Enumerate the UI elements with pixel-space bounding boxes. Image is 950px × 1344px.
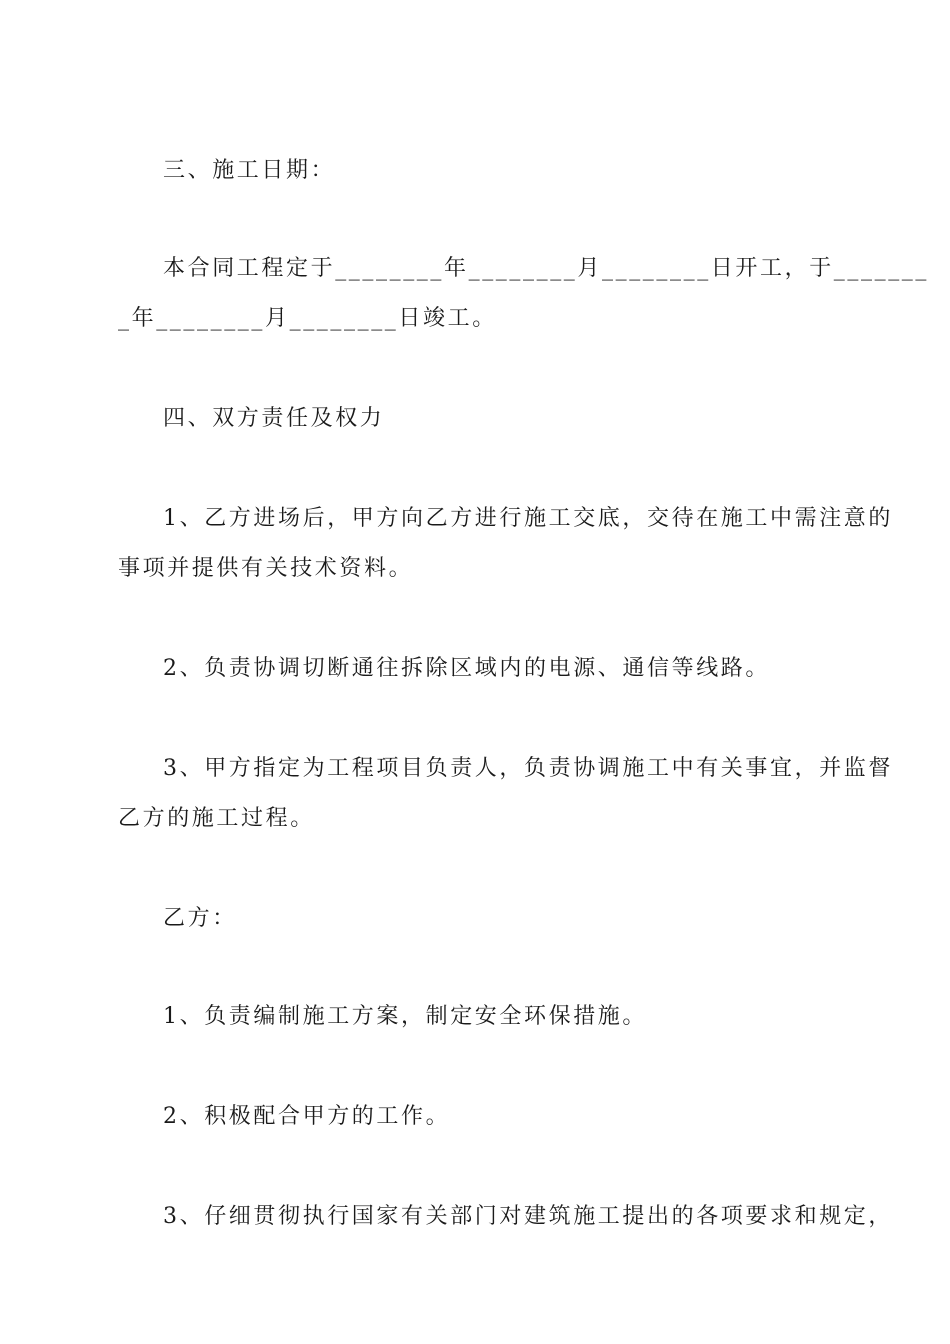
section-4-heading: 四、双方责任及权力 xyxy=(163,406,385,431)
section-3-heading: 三、施工日期： xyxy=(163,158,336,183)
paragraph-line: 1、负责编制施工方案，制定安全环保措施。 xyxy=(163,1004,647,1029)
paragraph-line: 本合同工程定于________年________月________日开工，于_______ xyxy=(163,256,930,281)
paragraph-line: 3、甲方指定为工程项目负责人，负责协调施工中有关事宜，并监督 xyxy=(163,756,893,781)
paragraph-line: 3、仔细贯彻执行国家有关部门对建筑施工提出的各项要求和规定， xyxy=(163,1204,893,1229)
paragraph-line: 2、负责协调切断通往拆除区域内的电源、通信等线路。 xyxy=(163,656,770,681)
paragraph-line: 2、积极配合甲方的工作。 xyxy=(163,1104,451,1129)
paragraph-line: 乙方的施工过程。 xyxy=(118,806,315,831)
party-b-heading: 乙方： xyxy=(163,906,237,931)
paragraph-line: 事项并提供有关技术资料。 xyxy=(118,556,414,581)
paragraph-line: 1、乙方进场后，甲方向乙方进行施工交底，交待在施工中需注意的 xyxy=(163,506,893,531)
paragraph-line: _年________月________日竣工。 xyxy=(118,306,497,331)
